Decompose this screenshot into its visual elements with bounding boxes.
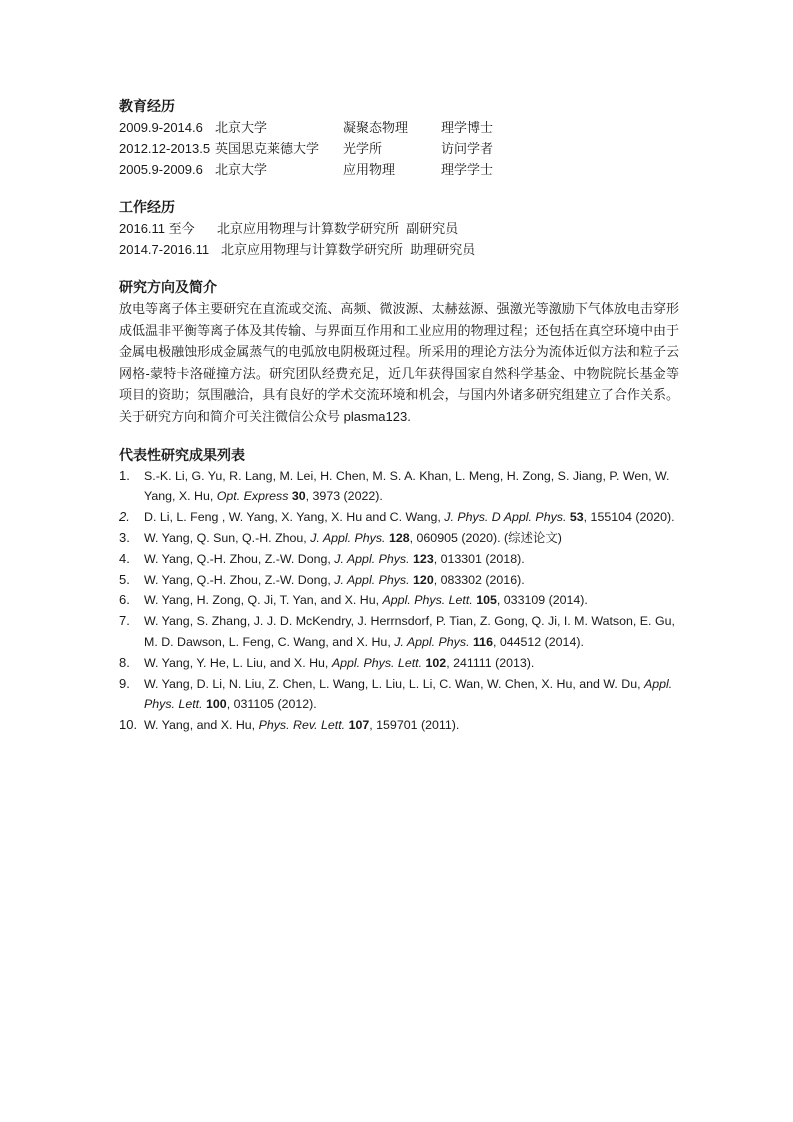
work-period: 2014.7-2016.11	[119, 242, 210, 257]
publication-citation	[144, 590, 679, 611]
publication-citation	[144, 528, 679, 549]
publication-journal: J. Appl. Phys.	[334, 572, 410, 587]
education-department: 凝聚态物理	[343, 120, 409, 135]
publication-volume: 102	[425, 655, 447, 670]
work-section	[119, 197, 679, 260]
publication-journal: J. Appl. Phys.	[310, 530, 386, 545]
publication-rest: , 3973 (2022).	[305, 489, 383, 504]
publication-citation	[144, 549, 679, 570]
publication-citation	[144, 507, 679, 528]
publication-volume: 100	[206, 697, 227, 712]
publication-journal: Appl. Phys. Lett.	[331, 655, 423, 670]
publication-number: 10.	[119, 717, 138, 733]
publication-item	[119, 528, 679, 549]
work-heading: 工作经历	[119, 199, 175, 215]
publication-rest: , 083302 (2016).	[433, 572, 525, 587]
work-row	[119, 218, 679, 239]
publication-rest: , 241111 (2013).	[446, 655, 535, 670]
education-department: 应用物理	[343, 162, 396, 177]
publication-citation	[144, 611, 679, 653]
education-institution: 北京大学	[215, 120, 268, 135]
education-heading: 教育经历	[119, 98, 175, 114]
publication-authors: W. Yang, Q.-H. Zhou, Z.-W. Dong,	[144, 551, 335, 566]
publication-rest: , 031105 (2012).	[226, 697, 317, 712]
publication-rest: , 044512 (2014).	[492, 634, 584, 649]
publication-volume: 123	[413, 551, 434, 566]
education-degree: 访问学者	[441, 141, 494, 156]
publication-volume: 107	[348, 718, 370, 733]
education-row	[119, 117, 679, 138]
education-period: 2009.9-2014.6	[119, 120, 203, 135]
publication-number: 1.	[119, 467, 130, 483]
document-content	[119, 96, 679, 753]
publication-journal: Appl. Phys. Lett.	[382, 593, 473, 608]
publication-item	[119, 507, 679, 528]
publication-number: 4.	[119, 550, 130, 566]
publication-number: 6.	[119, 592, 130, 608]
publication-journal: J. Appl. Phys.	[394, 634, 470, 649]
education-institution: 北京大学	[215, 162, 268, 177]
publication-item	[119, 653, 679, 674]
publication-authors: W. Yang, Y. He, L. Liu, and X. Hu,	[144, 655, 332, 670]
publication-item	[119, 570, 679, 591]
publication-rest: , 013301 (2018).	[433, 551, 525, 566]
publication-authors: W. Yang, and X. Hu,	[144, 718, 259, 733]
publication-item	[119, 715, 679, 736]
publication-authors: W. Yang, D. Li, N. Liu, Z. Chen, L. Wang, L. Liu, L. Li, C. Wan, W. Chen, X. Hu, and W. Du,	[144, 676, 644, 691]
research-heading: 研究方向及简介	[119, 279, 217, 295]
work-organization: 北京应用物理与计算数学研究所	[221, 242, 404, 257]
education-period: 2012.12-2013.5	[119, 141, 211, 156]
education-institution: 英国思克莱德大学	[215, 141, 320, 156]
publication-journal: Phys. Rev. Lett.	[258, 718, 346, 733]
publication-citation	[144, 674, 679, 716]
work-period: 2016.11 至今	[119, 221, 195, 236]
publication-citation	[144, 570, 679, 591]
work-title: 副研究员	[406, 221, 459, 236]
publication-authors: W. Yang, S. Zhang, J. J. D. McKendry, J. Herrnsdorf, P. Tian, Z. Gong, Q. Ji, I. M. Watson, E. Gu, M. D. Dawson, L. Feng, C. Wang, and X. Hu,	[144, 614, 675, 649]
publication-number: 9.	[119, 675, 130, 691]
publication-journal: Appl. Phys. Lett.	[144, 676, 673, 712]
publication-volume: 120	[413, 572, 434, 587]
education-section	[119, 96, 679, 180]
publication-item	[119, 590, 679, 611]
education-row	[119, 159, 679, 180]
publication-volume: 30	[291, 489, 306, 504]
publication-volume: 128	[388, 530, 410, 545]
education-department: 光学所	[343, 141, 383, 156]
publications-heading: 代表性研究成果列表	[119, 446, 245, 463]
publication-number: 2.	[119, 509, 130, 525]
publications-section	[119, 445, 679, 736]
publication-journal: J. Phys. D Appl. Phys.	[444, 510, 567, 525]
work-organization: 北京应用物理与计算数学研究所	[217, 221, 400, 236]
publication-authors: D. Li, L. Feng , W. Yang, X. Yang, X. Hu and C. Wang,	[144, 510, 445, 525]
publication-authors: W. Yang, Q. Sun, Q.-H. Zhou,	[144, 530, 311, 545]
publication-number: 5.	[119, 571, 130, 587]
research-section	[119, 277, 679, 428]
publication-rest: , 060905 (2020). (综述论文)	[409, 530, 562, 545]
work-row	[119, 239, 679, 260]
publication-volume: 105	[476, 593, 497, 608]
publication-volume: 116	[472, 634, 493, 649]
publication-number: 8.	[119, 654, 130, 670]
education-row	[119, 138, 679, 159]
publication-rest: , 159701 (2011).	[369, 718, 460, 733]
publication-number: 3.	[119, 529, 130, 545]
research-paragraph: 放电等离子体主要研究在直流或交流、高频、微波源、太赫兹源、强激光等激励下气体放电击穿形成低温非平衡等离子体及其传输、与界面互作用和工业应用的物理过程；还包括在真空环境中由于金属电极融蚀形成金属蒸气的电弧放电阴极斑过程。所采用的理论方法分为流体近似方法和粒子云网格-蒙特卡洛碰撞方法。研究团队经费充足，近几年获得国家自然科学基金、中物院院长基金等项目的资助；氛围融洽，具有良好的学术交流环境和机会，与国内外诸多研究组建立了合作关系。关于研究方向和简介可关注微信公众号 plasma123.	[119, 301, 679, 424]
publication-rest: , 155104 (2020).	[583, 510, 675, 525]
publication-rest: , 033109 (2014).	[496, 593, 588, 608]
publication-item	[119, 674, 679, 716]
education-degree: 理学学士	[441, 162, 494, 177]
publication-item	[119, 611, 679, 653]
publication-authors: S.-K. Li, G. Yu, R. Lang, M. Lei, H. Chen, M. S. A. Khan, L. Meng, H. Zong, S. Jiang, P. Wen, W. Yang, X. Hu,	[144, 468, 670, 504]
publication-item	[119, 466, 679, 508]
publication-journal: Opt. Express	[216, 489, 289, 504]
education-period: 2005.9-2009.6	[119, 162, 203, 177]
education-degree: 理学博士	[441, 120, 494, 135]
publication-item	[119, 549, 679, 570]
publication-journal: J. Appl. Phys.	[334, 551, 410, 566]
publication-number: 7.	[119, 613, 130, 629]
publication-citation	[144, 653, 679, 674]
publication-citation	[144, 715, 679, 736]
publication-authors: W. Yang, H. Zong, Q. Ji, T. Yan, and X. Hu,	[144, 593, 383, 608]
publication-citation	[144, 466, 679, 508]
publication-authors: W. Yang, Q.-H. Zhou, Z.-W. Dong,	[144, 572, 335, 587]
publication-volume: 53	[569, 510, 584, 525]
publications-list	[119, 466, 679, 736]
work-title: 助理研究员	[410, 242, 476, 257]
